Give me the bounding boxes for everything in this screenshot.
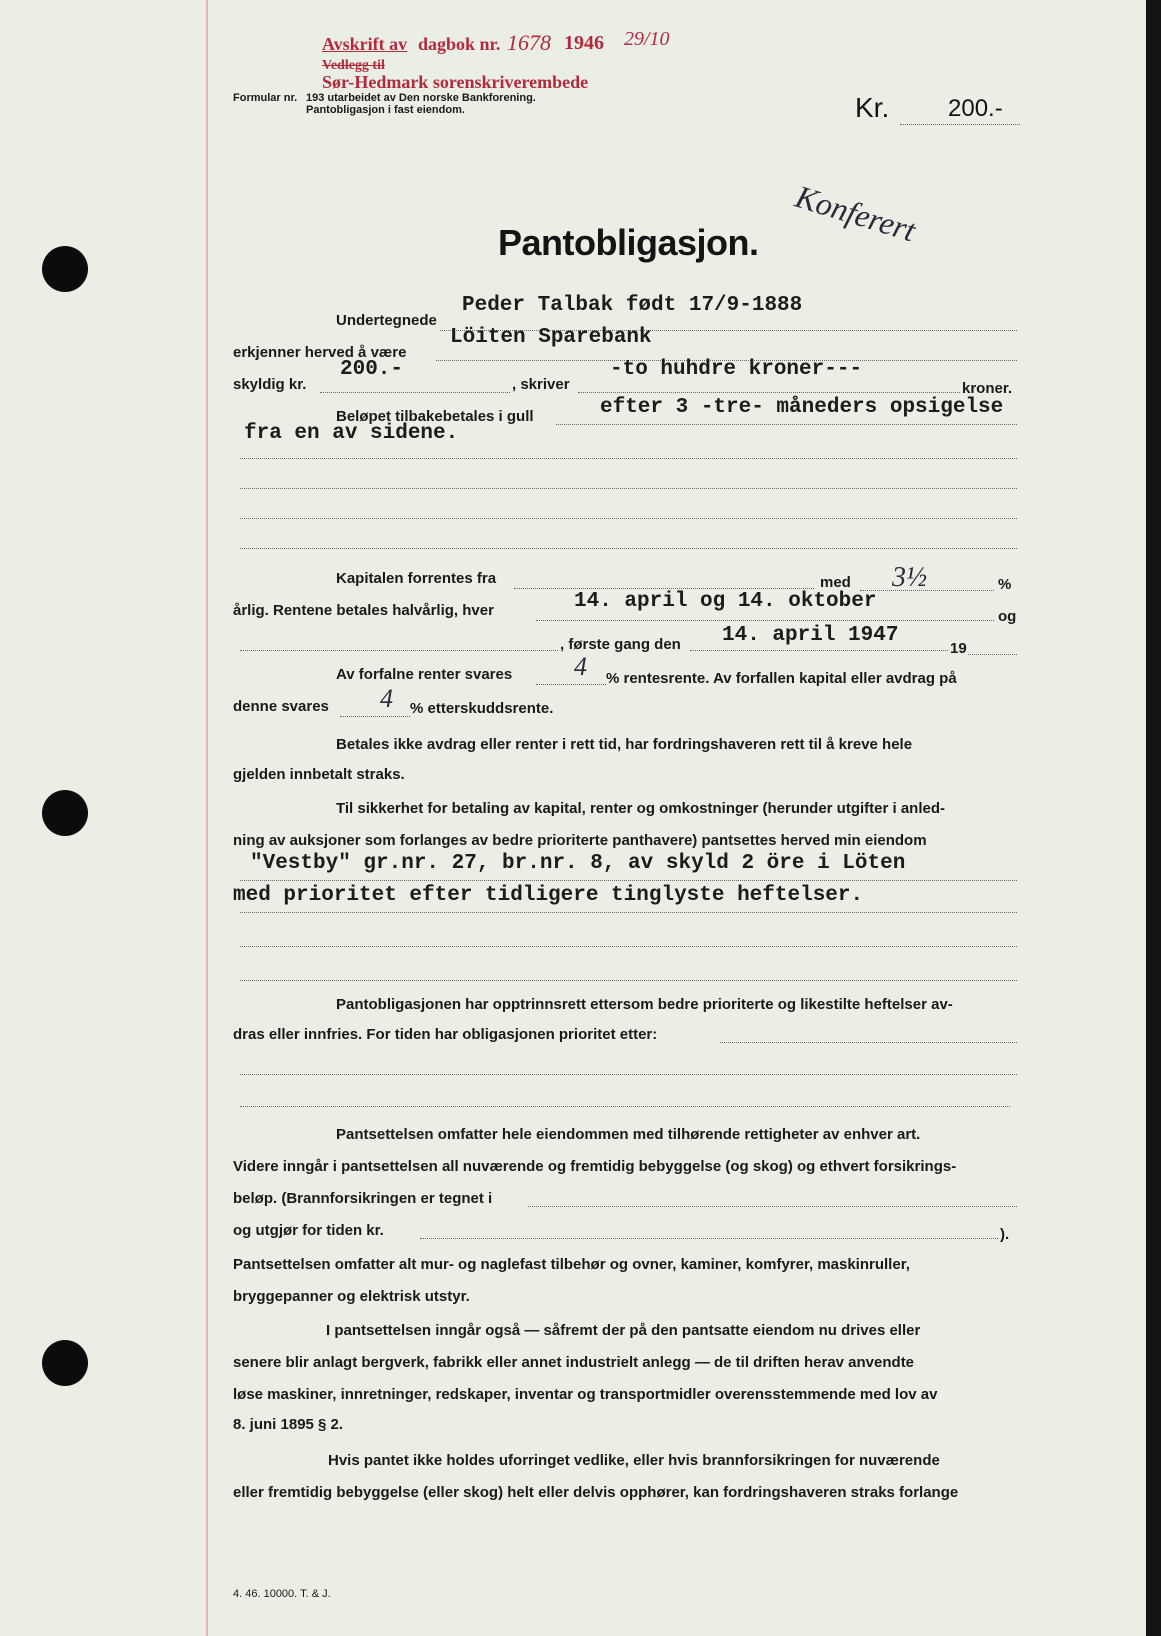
skriver-value: -to huhdre kroner---	[610, 358, 863, 381]
stamp-vedlegg: Vedlegg til	[322, 58, 385, 73]
forste-label: , første gang den	[560, 636, 681, 653]
og-label: og	[998, 608, 1017, 625]
med-label: med	[820, 574, 851, 591]
stamp-date: 29/10	[624, 28, 670, 50]
opptrinn-line-1: Pantobligasjonen har opptrinnsrett ettersom bedre prioriterte og likestilte heftelser av-	[336, 996, 953, 1013]
mur-line-1: Pantsettelsen omfatter alt mur- og naglefast tilbehør og ovner, kaminer, komfyrer, maskinruller,	[233, 1256, 910, 1273]
dotted-line	[536, 620, 994, 621]
formular-line1: 193 utarbeidet av Den norske Bankforening.	[306, 92, 536, 104]
rentesrente-text: % rentesrente. Av forfallen kapital eller avdrag på	[606, 670, 957, 687]
mur-line-2: bryggepanner og elektrisk utstyr.	[233, 1288, 470, 1305]
document-title: Pantobligasjon.	[498, 222, 759, 263]
dotted-line	[240, 518, 1017, 519]
dotted-line	[240, 488, 1017, 489]
sikkerhet-line-1: Til sikkerhet for betaling av kapital, renter og omkostninger (herunder utgifter i anled-	[336, 800, 946, 817]
forfalne-value: 4	[574, 652, 587, 681]
stamp-year: 1946	[564, 32, 604, 54]
denne-value: 4	[380, 684, 393, 713]
dotted-line	[514, 588, 814, 589]
arlig-label: årlig. Rentene betales halvårlig, hver	[233, 602, 494, 619]
percent-label: %	[998, 576, 1012, 593]
dotted-line	[240, 548, 1017, 549]
skyldig-label: skyldig kr.	[233, 376, 307, 393]
formular-prefix: Formular nr.	[233, 92, 298, 104]
forfalne-label: Av forfalne renter svares	[336, 666, 513, 683]
inngar-line-3: løse maskiner, innretninger, redskaper, inventar og transportmidler overensstemmende med lov av	[233, 1386, 938, 1403]
omfatter-line-1: Pantsettelsen omfatter hele eiendommen med tilhørende rettigheter av enhver art.	[336, 1126, 921, 1143]
dotted-line	[240, 880, 1017, 881]
dotted-line	[240, 1074, 1017, 1075]
dotted-line	[240, 912, 1017, 913]
denne-label: denne svares	[233, 698, 329, 715]
dotted-line	[968, 654, 1017, 655]
undertegnede-value: Peder Talbak født 17/9-1888	[462, 294, 803, 317]
dotted-line	[240, 946, 1017, 947]
formular-line2: Pantobligasjon i fast eiendom.	[306, 104, 465, 116]
dotted-line	[690, 650, 948, 651]
sikkerhet-line-2: ning av auksjoner som forlanges av bedre prioriterte panthavere) pantsettes herved min eiendom	[233, 832, 927, 849]
inngar-line-1: I pantsettelsen inngår også — såfremt der på den pantsatte eiendom nu drives eller	[326, 1322, 921, 1339]
kr-label: Kr.	[855, 92, 890, 123]
forste-value: 14. april 1947	[722, 624, 899, 647]
dotted-line	[528, 1206, 1017, 1207]
dotted-line	[556, 424, 1017, 425]
omfatter-line-4: og utgjør for tiden kr.	[233, 1222, 384, 1239]
punch-hole	[42, 790, 88, 836]
dotted-line	[240, 1106, 1010, 1107]
punch-hole	[42, 246, 88, 292]
stamp-number: 1678	[507, 30, 551, 55]
erkjenner-value: Löiten Sparebank	[450, 326, 652, 349]
inngar-line-4: 8. juni 1895 § 2.	[233, 1416, 344, 1433]
undertegnede-label: Undertegnede	[336, 312, 437, 329]
hvis-line-2: eller fremtidig bebyggelse (eller skog) helt eller delvis opphører, kan fordringshaveren straks forlange	[233, 1484, 959, 1501]
erkjenner-label: erkjenner herved å være	[233, 344, 407, 361]
property-line-1: "Vestby" gr.nr. 27, br.nr. 8, av skyld 2 öre i Löten	[250, 852, 906, 875]
stamp-avskrift: Avskrift av	[322, 34, 408, 54]
dotted-line	[240, 650, 558, 651]
dotted-line	[900, 124, 1020, 125]
dotted-line	[240, 458, 1017, 459]
stamp-dagbok: dagbok nr.	[418, 34, 501, 54]
skyldig-value: 200.-	[340, 358, 404, 381]
omfatter-line-2: Videre inngår i pantsettelsen all nuværende og fremtidig bebyggelse (og skog) og ethvert forsikrings-	[233, 1158, 957, 1175]
dotted-line	[578, 392, 960, 393]
opptrinn-line-2: dras eller innfries. For tiden har obligasjonen prioritet etter:	[233, 1026, 658, 1043]
footer-print-code: 4. 46. 10000. T. & J.	[233, 1588, 331, 1600]
hvis-line-1: Hvis pantet ikke holdes uforringet vedlike, eller hvis brannforsikringen for nuværende	[328, 1452, 940, 1469]
belopet-value-2: fra en av sidene.	[244, 422, 459, 445]
betales-line-1: Betales ikke avdrag eller renter i rett tid, har fordringshaveren rett til å kreve hele	[336, 736, 913, 753]
belopet-label: Beløpet tilbakebetales i gull	[336, 408, 534, 425]
belopet-value: efter 3 -tre- måneders opsigelse	[600, 396, 1004, 419]
etterskudd-text: % etterskuddsrente.	[410, 700, 554, 717]
nineteen-label: 19	[950, 640, 967, 657]
stamp-office: Sør-Hedmark sorenskriverembede	[322, 72, 589, 92]
konferert-note: Konferert	[791, 178, 920, 249]
dotted-line	[720, 1042, 1017, 1043]
dotted-line	[860, 590, 994, 591]
dotted-line	[320, 392, 510, 393]
punch-hole	[42, 1340, 88, 1386]
kroner-label: kroner.	[962, 380, 1013, 397]
kr-amount: 200.-	[948, 95, 1003, 122]
dotted-line	[240, 980, 1017, 981]
arlig-value: 14. april og 14. oktober	[574, 590, 877, 613]
dotted-line	[420, 1238, 998, 1239]
dotted-line	[536, 684, 606, 685]
omfatter-line-4-end: ).	[1000, 1226, 1010, 1243]
margin-line	[206, 0, 208, 1636]
property-line-2: med prioritet efter tidligere tinglyste heftelser.	[233, 884, 864, 907]
dotted-line	[340, 716, 410, 717]
inngar-line-2: senere blir anlagt bergverk, fabrikk eller annet industrielt anlegg — de til driften herav anvendte	[233, 1354, 915, 1371]
rate-value: 3½	[892, 562, 927, 593]
betales-line-2: gjelden innbetalt straks.	[233, 766, 405, 783]
omfatter-line-3: beløp. (Brannforsikringen er tegnet i	[233, 1190, 493, 1207]
skriver-label: , skriver	[512, 376, 570, 393]
kapitalen-label: Kapitalen forrentes fra	[336, 570, 497, 587]
